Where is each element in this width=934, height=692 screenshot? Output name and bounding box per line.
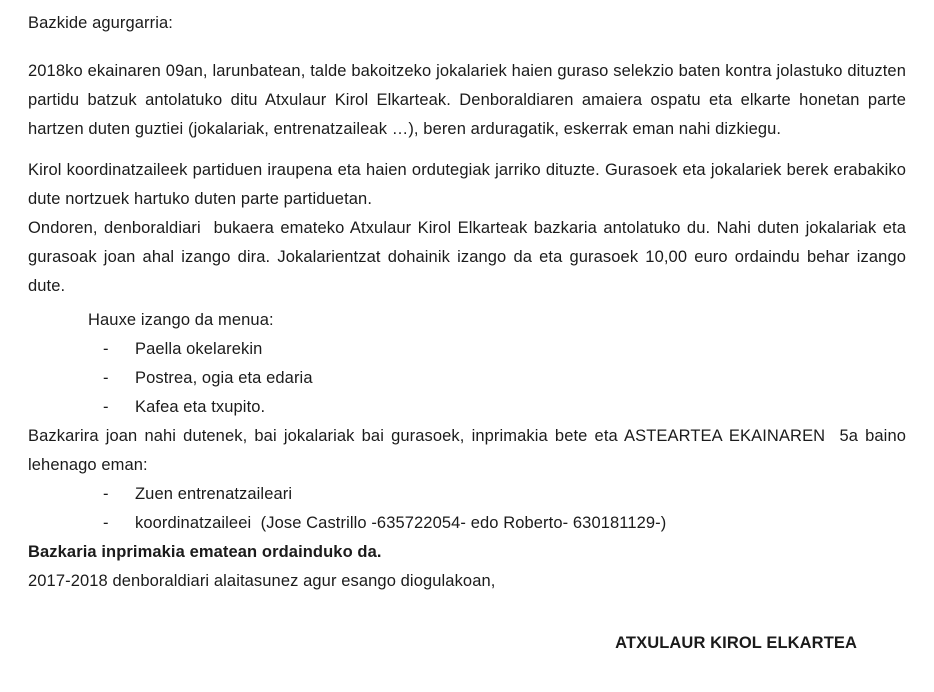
dash-bullet: -	[103, 514, 109, 532]
recipient-item-text: Zuen entrenatzaileari	[135, 485, 293, 503]
payment-note: Bazkaria inprimakia ematean ordainduko da.	[28, 543, 382, 561]
recipient-list	[28, 480, 906, 538]
recipient-item-text: koordinatzaileei (Jose Castrillo -635722054- edo Roberto- 630181129-)	[135, 514, 667, 532]
menu-heading: Hauxe izango da menua:	[88, 311, 274, 329]
paragraph-lunch: Ondoren, denboraldiari bukaera emateko Atxulaur Kirol Elkarteak bazkaria antolatuko du. Nahi duten jokalariak eta gurasoak joan ahal izango dira. Jokalarientzat dohainik izango da eta gurasoek 10,00 euro ordaindu behar izango dute.	[28, 219, 906, 295]
menu-list-item	[28, 393, 906, 422]
closing-line: 2017-2018 denboraldiari alaitasunez agur esango diogulakoan,	[28, 572, 496, 590]
recipient-list-item	[28, 480, 906, 509]
dash-bullet: -	[103, 485, 109, 503]
recipient-list-item	[28, 509, 906, 538]
salutation-line: Bazkide agurgarria:	[28, 14, 173, 32]
dash-bullet: -	[103, 340, 109, 358]
menu-item-text: Kafea eta txupito.	[135, 398, 266, 416]
dash-bullet: -	[103, 369, 109, 387]
menu-list	[28, 335, 906, 422]
dash-bullet: -	[103, 398, 109, 416]
menu-list-item	[28, 335, 906, 364]
menu-item-text: Postrea, ogia eta edaria	[135, 369, 313, 387]
signature: ATXULAUR KIROL ELKARTEA	[615, 634, 857, 652]
menu-list-item	[28, 364, 906, 393]
paragraph-announcement: 2018ko ekainaren 09an, larunbatean, talde bakoitzeko jokalariek haien guraso selekzio baten kontra jolastuko dituzten partidu batzuk antolatuko ditu Atxulaur Kirol Elkarteak. Denboraldiaren amaiera ospatu eta elkarte honetan parte hartzen duten guztiei (jokalariak, entrenatzaileak …), beren arduragatik, eskerrak eman nahi dizkiegu.	[28, 62, 906, 138]
menu-item-text: Paella okelarekin	[135, 340, 263, 358]
paragraph-coordinators: Kirol koordinatzaileek partiduen iraupena eta haien ordutegiak jarriko dituzte. Gurasoek eta jokalariek berek erabakiko dute nortzuek hartuko duten parte partiduetan.	[28, 161, 906, 208]
paragraph-signup: Bazkarira joan nahi dutenek, bai jokalariak bai gurasoek, inprimakia bete eta ASTEARTEA EKAINAREN 5a baino lehenago eman:	[28, 427, 906, 474]
